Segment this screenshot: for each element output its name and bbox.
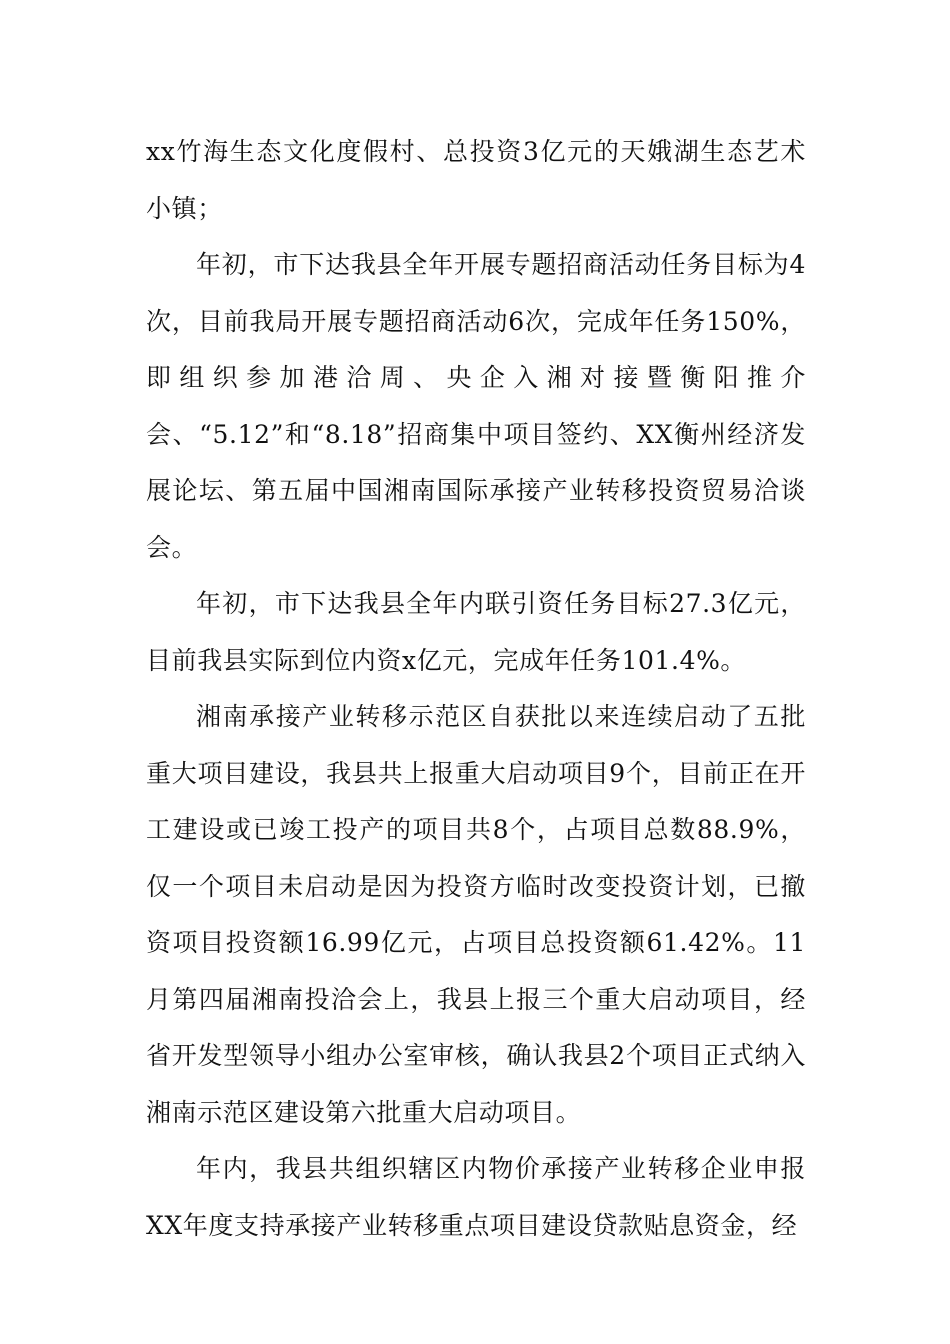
paragraph-2: 年初，市下达我县全年开展专题招商活动任务目标为4次，目前我局开展专题招商活动6次，完成年任务150%，即组织参加港洽周、央企入湘对接暨衡阳推介会、“5.12”和“8.18”招商集中项目签约、XX衡州经济发展论坛、第五届中国湘南国际承接产业转移投资贸易洽谈会。 (146, 250, 806, 562)
paragraph-5: 年内，我县共组织辖区内物价承接产业转移企业申报XX年度支持承接产业转移重点项目建设贷款贴息资金，经 (146, 1154, 806, 1240)
document-body (146, 124, 806, 1254)
paragraph-1: xx竹海生态文化度假村、总投资3亿元的天娥湖生态艺术小镇； (146, 137, 806, 223)
paragraph-3: 年初，市下达我县全年内联引资任务目标27.3亿元，目前我县实际到位内资x亿元，完成年任务101.4%。 (146, 589, 806, 675)
paragraph-4: 湘南承接产业转移示范区自获批以来连续启动了五批重大项目建设，我县共上报重大启动项目9个，目前正在开工建设或已竣工投产的项目共8个，占项目总数88.9%，仅一个项目未启动是因为投资方临时改变投资计划，已撤资项目投资额16.99亿元，占项目总投资额61.42%。11月第四届湘南投洽会上，我县上报三个重大启动项目，经省开发型领导小组办公室审核，确认我县2个项目正式纳入湘南示范区建设第六批重大启动项目。 (146, 702, 806, 1127)
